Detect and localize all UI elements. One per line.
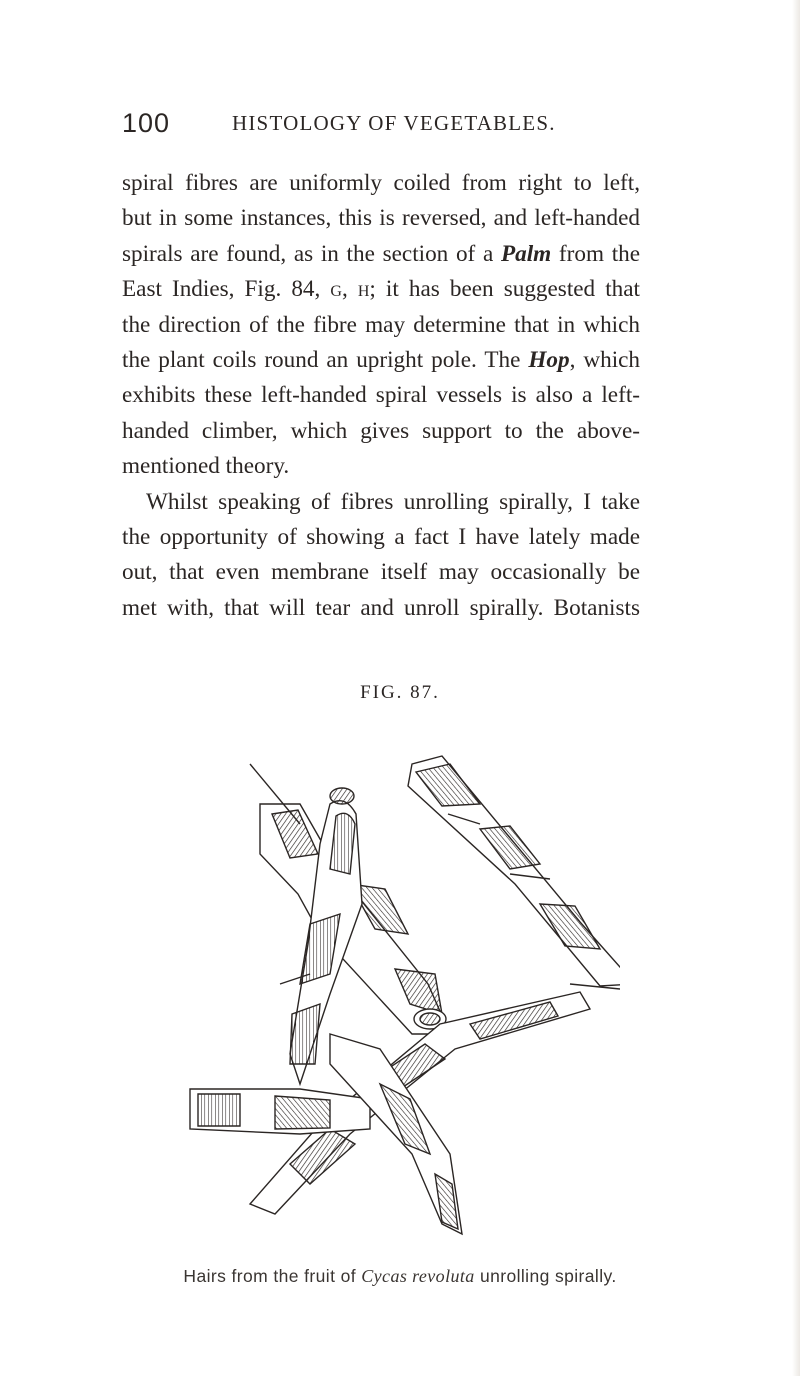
page-edge <box>792 0 800 1376</box>
text-line: the opportunity of showing a fact I have lately made <box>122 524 640 551</box>
running-header <box>122 108 642 144</box>
figure-label: FIG. 87. <box>360 682 440 703</box>
text-line: but in some instances, this is reversed, and left-handed <box>122 205 640 232</box>
text-line: handed climber, which gives support to the above- <box>122 417 640 444</box>
text-line: spiral fibres are uniformly coiled from right to left, <box>122 170 640 196</box>
term-hop: Hop <box>528 347 570 374</box>
text-line: exhibits these left-handed spiral vessels is also a left- <box>122 382 640 409</box>
figure-caption: Hairs from the fruit of Cycas revoluta unrolling spirally. <box>183 1266 617 1286</box>
term-palm: Palm <box>500 240 552 267</box>
text-line: East Indies, Fig. 84, g, h; it has been suggested that <box>122 276 640 303</box>
text-line: mentioned theory. <box>122 453 290 480</box>
text-line: spirals are found, as in the section of a Palm from the <box>122 240 641 267</box>
species-name: Cycas revoluta <box>361 1266 475 1286</box>
figure-reference: g, h <box>330 276 370 303</box>
figure-illustration <box>180 734 620 1254</box>
running-title: HISTOLOGY OF VEGETABLES. <box>232 111 556 135</box>
text-line: met with, that will tear and unroll spirally. Botanists <box>122 594 640 621</box>
text-line: out, that even membrane itself may occasionally be <box>122 559 640 586</box>
text-line: the plant coils round an upright pole. The Hop, which <box>122 347 641 374</box>
body-paragraph <box>122 166 640 626</box>
page-number: 100 <box>122 108 171 138</box>
text-line: the direction of the fibre may determine that in which <box>122 311 640 338</box>
text-line: Whilst speaking of fibres unrolling spirally, I take <box>146 488 640 515</box>
